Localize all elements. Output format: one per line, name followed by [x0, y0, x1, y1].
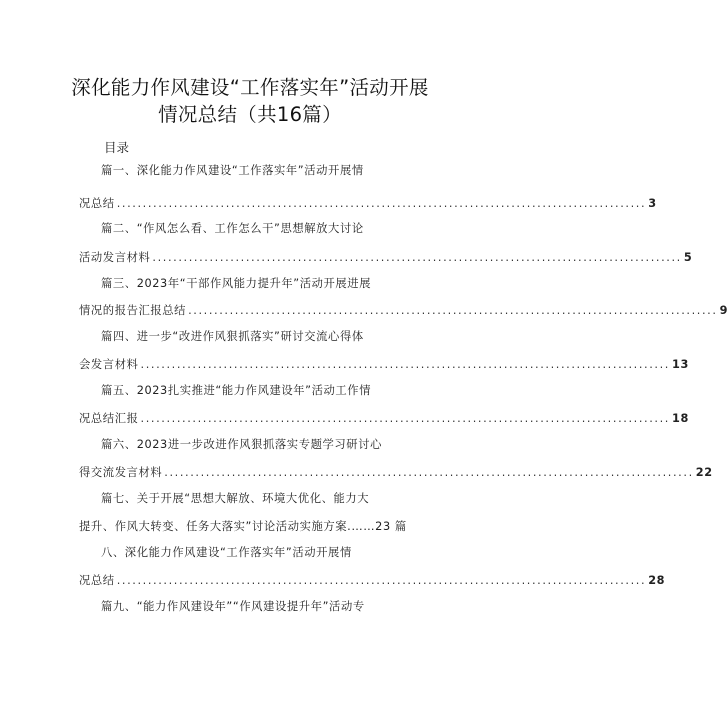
toc-page-number: 13 — [671, 358, 689, 371]
toc-entry-text: 会发言材料 — [79, 358, 139, 371]
title-line-1: 深化能力作风建设“工作落实年”活动开展 — [71, 76, 429, 99]
toc-page-number: 22 — [695, 466, 713, 479]
toc-leader-dots: ...................................................................................................... — [140, 358, 670, 371]
toc-entry-6-line2[interactable] — [79, 465, 713, 481]
toc-page-number: 9 — [719, 304, 728, 317]
toc-entry-text: 提升、作风大转变、任务大落实”讨论活动实施方案.……23 篇 — [79, 520, 407, 533]
toc-page-number: 18 — [671, 412, 689, 425]
toc-entry-8-line2[interactable] — [79, 573, 666, 589]
toc-entry-text: 得交流发言材料 — [79, 466, 163, 479]
toc-page-number: 28 — [648, 574, 666, 587]
title-line-2: 情况总结（共16篇） — [158, 103, 342, 126]
toc-page-number: 5 — [683, 251, 693, 264]
toc-entry-3-line1[interactable]: 篇三、2023年“干部作风能力提升年”活动开展进展 — [101, 277, 372, 290]
toc-entry-2-line2[interactable] — [79, 250, 693, 266]
toc-entry-text: 况总结汇报 — [79, 412, 139, 425]
toc-entry-9-line1[interactable]: 篇九、“能力作风建设年”“作风建设提升年”活动专 — [101, 600, 365, 613]
toc-leader-dots: ...................................................................................................... — [116, 574, 647, 587]
toc-leader-dots: ...................................................................................................... — [116, 197, 647, 210]
toc-leader-dots: ...................................................................................................... — [152, 251, 682, 264]
toc-entry-1-line2[interactable] — [79, 196, 657, 212]
toc-entry-7-line2[interactable] — [79, 519, 407, 535]
toc-entry-6-line1[interactable]: 篇六、2023进一步改进作风狠抓落实专题学习研讨心 — [101, 438, 382, 451]
toc-entry-7-line1[interactable]: 篇七、关于开展“思想大解放、环境大优化、能力大 — [101, 492, 370, 505]
toc-leader-dots: ...................................................................................................... — [164, 466, 694, 479]
toc-entry-text: 况总结 — [79, 197, 115, 210]
document-title — [60, 74, 440, 128]
toc-entry-4-line2[interactable] — [79, 357, 689, 373]
toc-entry-1-line1[interactable]: 篇一、深化能力作风建设“工作落实年”活动开展情 — [101, 164, 364, 177]
toc-leader-dots: ...................................................................................................... — [188, 304, 718, 317]
toc-entry-2-line1[interactable]: 篇二、“作风怎么看、工作怎么干”思想解放大讨论 — [101, 222, 364, 235]
toc-entry-5-line1[interactable]: 篇五、2023扎实推进“能力作风建设年”活动工作情 — [101, 384, 372, 397]
toc-entry-4-line1[interactable]: 篇四、进一步“改进作风狠抓落实”研讨交流心得体 — [101, 330, 364, 343]
toc-entry-text: 活动发言材料 — [79, 251, 151, 264]
toc-entry-5-line2[interactable] — [79, 411, 689, 427]
toc-heading: 目录 — [104, 140, 130, 155]
toc-page-number: 3 — [648, 197, 657, 210]
toc-entry-text: 况总结 — [79, 574, 115, 587]
toc-leader-dots: ...................................................................................................... — [140, 412, 670, 425]
toc-entry-text: 情况的报告汇报总结 — [79, 304, 187, 317]
toc-entry-3-line2[interactable] — [79, 303, 728, 319]
toc-entry-8-line1[interactable]: 八、深化能力作风建设“工作落实年”活动开展情 — [101, 546, 352, 559]
